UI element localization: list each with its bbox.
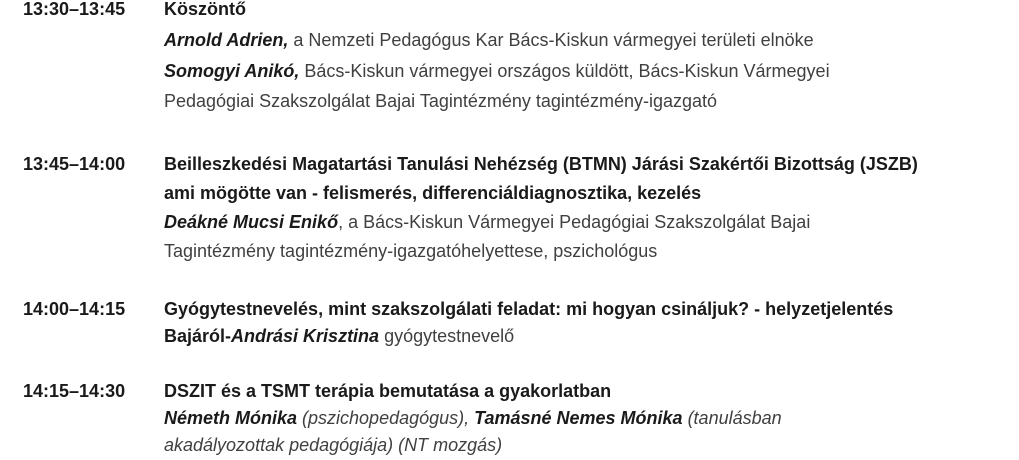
session-title: DSZIT és a TSMT terápia bemutatása a gyakorlatban — [164, 381, 612, 401]
speaker-line — [164, 26, 814, 55]
speaker-role: (tanulásban — [682, 408, 782, 428]
speaker-name: Somogyi Anikó, — [164, 61, 300, 81]
session-title: Gyógytestnevelés, mint szakszolgálati feladat: mi hogyan csináljuk? - helyzetjelentés — [164, 299, 894, 319]
speaker-role-continued — [164, 87, 717, 116]
session-title-line — [164, 377, 611, 406]
speaker-line — [164, 404, 782, 433]
session-time: 13:30–13:45 — [23, 0, 126, 19]
speaker-name: Arnold Adrien, — [164, 30, 289, 50]
speaker-line — [164, 208, 810, 237]
speaker-role-continued — [164, 237, 657, 266]
session-title-line — [164, 150, 918, 179]
session-title: Beilleszkedési Magatartási Tanulási Nehézség (BTMN) Járási Szakértői Bizottság (JSZB) — [164, 154, 918, 174]
session-title-line — [164, 179, 701, 208]
session-time: 14:15–14:30 — [23, 381, 126, 401]
session-title: Köszöntő — [164, 0, 246, 19]
speaker-role: , a Bács-Kiskun Vármegyei Pedagógiai Szakszolgálat Bajai — [338, 212, 811, 232]
speaker-role: Bács-Kiskun vármegyei országos küldött, Bács-Kiskun Vármegyei — [299, 61, 830, 81]
speaker-role: Pedagógiai Szakszolgálat Bajai Tagintézmény tagintézmény-igazgató — [164, 91, 718, 111]
speaker-role: gyógytestnevelő — [379, 326, 515, 346]
session-title-line — [164, 0, 246, 24]
speaker-name: Tamásné Nemes Mónika — [474, 408, 683, 428]
speaker-role-continued — [164, 431, 502, 460]
speaker-name: Deákné Mucsi Enikő — [164, 212, 339, 232]
session-time: 13:45–14:00 — [23, 154, 126, 174]
speaker-role: Tagintézmény tagintézmény-igazgatóhelyettese, pszichológus — [164, 241, 658, 261]
session-title: ami mögötte van - felismerés, differenciáldiagnosztika, kezelés — [164, 183, 702, 203]
session-title: Bajáról- — [164, 326, 232, 346]
session-title-line — [164, 295, 893, 324]
speaker-line — [164, 322, 514, 351]
speaker-name: Németh Mónika — [164, 408, 298, 428]
session-time: 14:00–14:15 — [23, 299, 126, 319]
speaker-line — [164, 57, 830, 86]
speaker-role: akadályozottak pedagógiája) (NT mozgás) — [164, 435, 503, 455]
speaker-role: (pszichopedagógus), — [297, 408, 475, 428]
speaker-role: a Nemzeti Pedagógus Kar Bács-Kiskun vármegyei területi elnöke — [288, 30, 814, 50]
speaker-name: Andrási Krisztina — [231, 326, 380, 346]
